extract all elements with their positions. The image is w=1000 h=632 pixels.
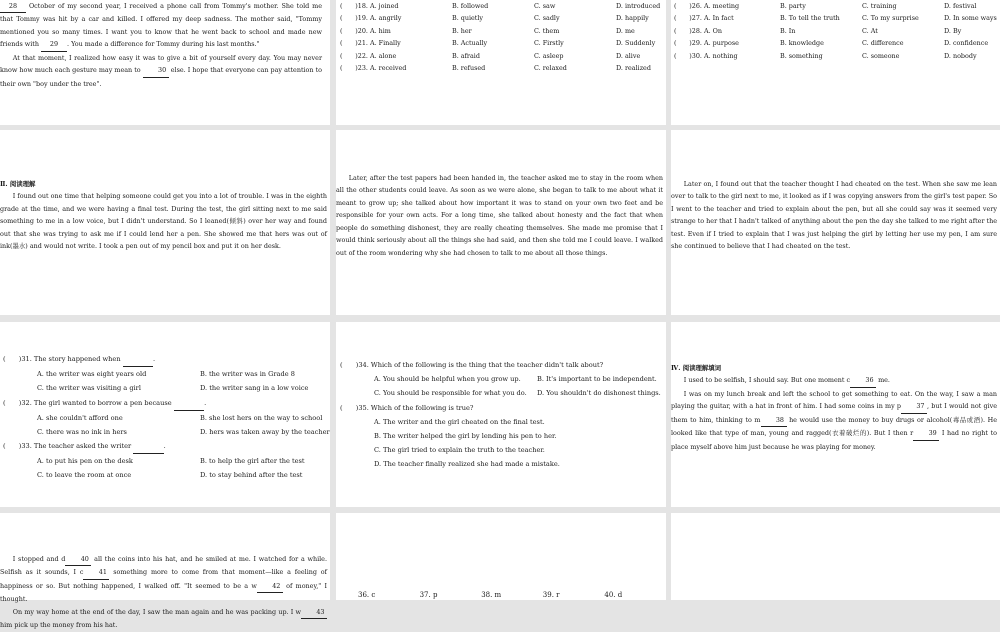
slide-panel-11[interactable]: [336, 513, 666, 600]
answer-blank[interactable]: [133, 439, 163, 454]
option-d[interactable]: D. confidence: [944, 39, 989, 48]
option-b[interactable]: B. knowledge: [780, 39, 824, 48]
question-option-a[interactable]: ( )28. A. On: [674, 26, 722, 35]
passage-paragraph: I was on my lunch break and left the school to get something to eat. On the way, I saw a man playing the guitar, with a hat in front of him. I had some coins in my p 37 , but I would not give them to him, thinking to m 38 he would use the money to buy drugs or alcohol(毒品或酒). He looked like that type of man, young and ragged(衣着破烂的). But I then r 39 I had no right to place myself above him just because he was playing for money.: [671, 389, 997, 451]
option-d[interactable]: D. nobody: [944, 51, 977, 60]
slide-panel-3[interactable]: [671, 0, 1000, 125]
option-b[interactable]: B. In: [780, 26, 796, 35]
question-list: [3, 352, 330, 483]
passage-paragraph: Later, after the test papers had been handed in, the teacher asked me to stay in the room when all the other students could leave. As soon as we were alone, she began to talk to me about what it meant to grow up; she talked about how important it was to stand on your own two feet and be responsible for your own acts. For a long time, she talked about honesty and the fact that when people do something dishonest, they are really cheating themselves. She made me promise that I would think seriously about all the things she had said, and then she told me I could leave. I walked out of the room wondering why she had chosen to talk to me about all those things.: [336, 174, 663, 257]
option-d[interactable]: D. realized: [616, 64, 651, 73]
answer-blank-37[interactable]: 37: [901, 400, 927, 413]
choice-option[interactable]: D. The teacher finally realized she had made a mistake.: [374, 460, 560, 469]
slide-panel-4[interactable]: [0, 130, 330, 315]
answer-blank[interactable]: [174, 396, 204, 411]
option-row: [340, 0, 666, 12]
option-b[interactable]: B. followed: [452, 2, 489, 10]
choice-option[interactable]: C. You should be responsible for what you do.: [374, 389, 527, 398]
choice-option[interactable]: A. The writer and the girl cheated on the final test.: [374, 417, 545, 426]
question-option-a[interactable]: ( )27. A. In fact: [674, 14, 734, 23]
choice-option[interactable]: D. You shouldn't do dishonest things.: [537, 389, 661, 398]
passage-paragraph: I used to be selfish, I should say. But one moment c 36 me.: [671, 374, 997, 387]
passage-paragraph: I found out one time that helping someone could get you into a lot of trouble. I was in the eighth grade at the time, and we were having a final test. During the test, the girl sitting next to me said something to me in a low voice, but I didn't understand. So I leaned(倾斜) over her way and found out that she was trying to ask me if I could lend her a pen. She showed me that hers was out of ink(墨水) and would not write. I took a pen out of my pencil box and put it on her desk.: [0, 192, 327, 251]
option-c[interactable]: C. training: [862, 2, 897, 10]
answer-cell[interactable]: 40. d: [604, 591, 623, 599]
choice-row: [3, 425, 330, 439]
answer-blank-39[interactable]: 39: [913, 427, 939, 440]
answer-blank-30[interactable]: 30: [143, 64, 169, 77]
question-option-a[interactable]: ( )22. A. alone: [340, 51, 397, 60]
option-b[interactable]: B. To tell the truth: [780, 14, 840, 23]
choice-option[interactable]: D. to stay behind after the test: [200, 471, 303, 480]
question-option-a[interactable]: ( )19. A. angrily: [340, 14, 402, 23]
option-row: [340, 25, 666, 37]
option-c[interactable]: C. someone: [862, 51, 900, 60]
choice-option[interactable]: B. The writer helped the girl by lending his pen to her.: [374, 431, 557, 440]
option-table: [674, 0, 1000, 62]
option-table: [340, 0, 666, 75]
choice-row: [3, 367, 330, 381]
option-d[interactable]: D. me: [616, 26, 635, 35]
answer-blank[interactable]: [123, 352, 153, 367]
option-row: [674, 12, 1000, 24]
choice-row: [340, 386, 666, 400]
choice-option[interactable]: D. the writer sang in a low voice: [200, 384, 309, 393]
choice-row: [3, 381, 330, 395]
passage-paragraph: At that moment, I realized how easy it was to give a bit of yourself every day. You may never know how much each gesture may mean to 30 else. I hope that everyone can pay attention to their own "boy under the tree".: [0, 53, 322, 88]
choice-option[interactable]: A. to put his pen on the desk: [37, 457, 133, 466]
answer-row: [336, 589, 666, 603]
option-row: [674, 25, 1000, 37]
choice-option[interactable]: C. the writer was visiting a girl: [37, 384, 141, 393]
answer-cell[interactable]: 39. r: [542, 591, 560, 599]
option-b[interactable]: B. afraid: [452, 51, 480, 60]
option-row: [340, 50, 666, 62]
choice-option[interactable]: A. the writer was eight years old: [37, 370, 147, 379]
option-c[interactable]: C. At: [862, 26, 878, 35]
option-c[interactable]: C. Firstly: [534, 39, 564, 48]
question-35: ( )35. Which of the following is true? A. The writer and the girl cheated on the final test. B. The writer helped the girl by lending his pen to her. C. The girl tried to explain the truth to the teacher. D. The teacher finally realized she had made a mistake.: [340, 401, 666, 472]
answer-blank-28[interactable]: 28: [0, 0, 26, 13]
choice-option[interactable]: D. hers was taken away by the teacher: [200, 427, 330, 436]
choice-option[interactable]: B. the writer was in Grade 8: [200, 370, 295, 379]
option-row: [340, 37, 666, 49]
choice-row: [3, 468, 330, 482]
option-row: [340, 62, 666, 74]
slide-panel-8[interactable]: [336, 322, 666, 507]
choice-option[interactable]: C. to leave the room at once: [37, 471, 132, 480]
slide-panel-12[interactable]: [671, 513, 1000, 600]
answer-blank-43[interactable]: 43: [301, 606, 327, 619]
section-heading: Ⅱ. 阅读理解: [0, 180, 36, 188]
choice-row: [3, 411, 330, 425]
question-option-a[interactable]: ( )21. A. Finally: [340, 39, 401, 48]
option-d[interactable]: D. By: [944, 26, 962, 35]
answer-blank-42[interactable]: 42: [257, 580, 283, 593]
question-34: ( )34. Which of the following is the thing that the teacher didn't talk about? A. You should be helpful when you grow up. B. It's important to be independent. C. You should be responsible for what you do. D. You shouldn't do dishonest things.: [340, 358, 666, 401]
option-c[interactable]: C. To my surprise: [862, 14, 919, 23]
choice-option[interactable]: A. she couldn't afford one: [37, 413, 123, 422]
choice-option[interactable]: A. You should be helpful when you grow up.: [374, 375, 521, 384]
passage-paragraph: Later on, I found out that the teacher thought I had cheated on the test. When she saw me lean over to talk to the girl next to me, it looked as if I was copying answers from the girl's test paper. So I went to the teacher and tried to explain about the pen, but all she could say was it seemed very strange to her that I hadn't talked of anything about the pen the day she talked to me right after the test. Even if I tried to explain that I was just helping the girl by letting her use my pen, I am sure she continued to believe that I had cheated on the test.: [671, 180, 997, 251]
answer-cell[interactable]: 36. c: [358, 591, 376, 599]
option-c[interactable]: C. asleep: [534, 51, 564, 60]
question-option-a[interactable]: ( )20. A. him: [340, 26, 391, 35]
question-option-a[interactable]: ( )29. A. purpose: [674, 39, 739, 48]
question-31: ( )31. The story happened when . A. the writer was eight years old B. the writer was in Grade 8 C. the writer was visiting a girl D. the writer sang in a low voice: [3, 352, 330, 396]
choice-option[interactable]: C. The girl tried to explain the truth to the teacher.: [374, 446, 545, 455]
slide-panel-6[interactable]: [671, 130, 1000, 315]
answer-blank-40[interactable]: 40: [65, 553, 91, 566]
section-heading: Ⅳ. 阅读理解填词: [671, 364, 722, 372]
option-row: [674, 37, 1000, 49]
question-option-a[interactable]: ( )18. A. joined: [340, 2, 399, 10]
option-b[interactable]: B. her: [452, 26, 472, 35]
option-c[interactable]: C. sadly: [534, 14, 560, 23]
option-b[interactable]: B. quietly: [452, 14, 484, 23]
question-32: ( )32. The girl wanted to borrow a pen because . A. she couldn't afford one B. she lost hers on the way to school C. there was no ink in hers D. hers was taken away by the teacher: [3, 396, 330, 440]
option-c[interactable]: C. relaxed: [534, 64, 567, 73]
choice-option[interactable]: C. there was no ink in hers: [37, 427, 127, 436]
answer-blank-38[interactable]: 38: [761, 414, 787, 427]
choice-row: [340, 372, 666, 386]
option-d[interactable]: D. In some ways: [944, 14, 997, 23]
option-c[interactable]: C. saw: [534, 2, 556, 10]
option-d[interactable]: D. happily: [616, 14, 649, 23]
answer-blank-41[interactable]: 41: [83, 566, 109, 579]
answer-blank-29[interactable]: 29: [41, 38, 67, 51]
option-b[interactable]: B. refused: [452, 64, 486, 73]
question-33: ( )33. The teacher asked the writer . A. to put his pen on the desk B. to help the girl after the test C. to leave the room at once D. to stay behind after the test: [3, 439, 330, 483]
answer-blank-36[interactable]: 36: [850, 374, 876, 387]
option-row: [674, 0, 1000, 12]
slide-panel-1[interactable]: [0, 0, 330, 125]
option-b[interactable]: B. something: [780, 51, 823, 60]
option-c[interactable]: C. difference: [862, 39, 904, 48]
passage-paragraph: 28 October of my second year, I received a phone call from Tommy's mother. She told me that Tommy was hit by a car and killed. I offered my deep sadness. The mother said, "Tommy mentioned you so many times. I want you to know that he went back to school and made new friends with 29 . You made a difference for Tommy during his last months.": [0, 0, 322, 52]
option-d[interactable]: D. alive: [616, 51, 641, 60]
choice-option[interactable]: B. to help the girl after the test: [200, 457, 305, 466]
passage-paragraph: I stopped and d 40 all the coins into his hat, and he smiled at me. I watched for a while. Selfish as it sounds, I c 41 something more to come from that moment—like a feeling of happiness or so. But nothing happened, I walked off. "It seemed to be a w 42 of money," I thought.: [0, 555, 327, 604]
option-d[interactable]: D. Suddenly: [616, 39, 656, 48]
choice-row: [3, 454, 330, 468]
passage-paragraph: On my way home at the end of the day, I saw the man again and he was packing up. I w 43 him pick up the money from his hat.: [0, 606, 327, 632]
question-option-a[interactable]: ( )23. A. received: [340, 64, 407, 73]
option-d[interactable]: D. festival: [944, 2, 977, 10]
question-option-a[interactable]: ( )30. A. nothing: [674, 51, 738, 60]
answer-cell[interactable]: 37. p: [419, 591, 438, 599]
choice-option[interactable]: B. she lost hers on the way to school: [200, 413, 323, 422]
option-b[interactable]: B. party: [780, 2, 806, 10]
option-row: [674, 50, 1000, 62]
option-row: [340, 12, 666, 24]
slide-panel-2[interactable]: [336, 0, 666, 125]
option-b[interactable]: B. Actually: [452, 39, 488, 48]
slide-panel-10[interactable]: [0, 513, 330, 630]
slide-panel-7[interactable]: [0, 322, 330, 507]
answer-cell[interactable]: 38. m: [481, 591, 502, 599]
question-option-a[interactable]: ( )26. A. meeting: [674, 2, 740, 10]
option-c[interactable]: C. them: [534, 26, 560, 35]
slide-panel-5[interactable]: [336, 130, 666, 315]
choice-option[interactable]: B. It's important to be independent.: [537, 375, 657, 384]
slide-panel-9[interactable]: [671, 322, 1000, 507]
option-d[interactable]: D. introduced: [616, 2, 661, 10]
